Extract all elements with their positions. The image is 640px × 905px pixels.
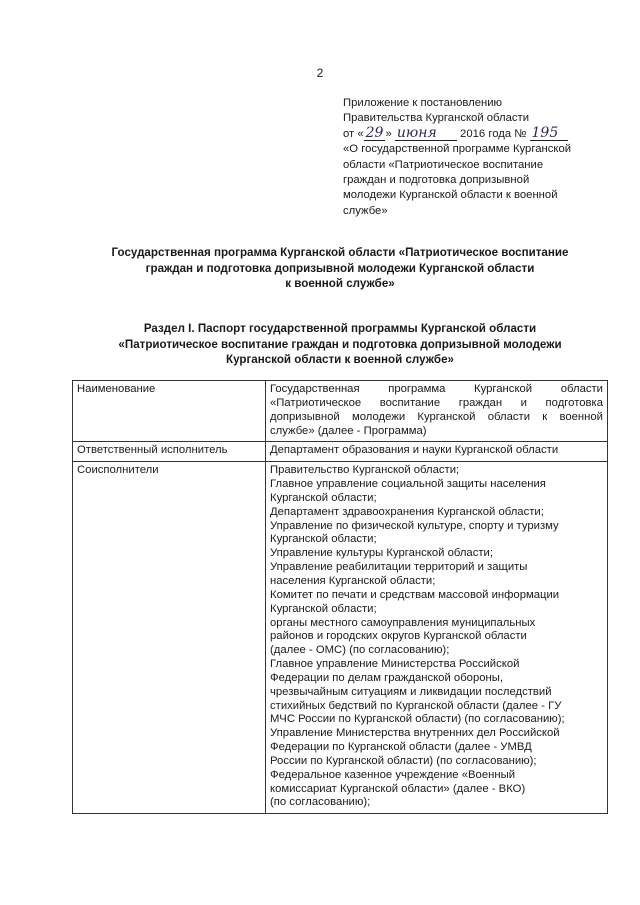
- list-item: органы местного самоуправления муниципальных: [270, 616, 536, 629]
- list-item: Курганской области;: [270, 491, 377, 504]
- list-item: Главное управление социальной защиты населения: [270, 478, 546, 491]
- list-item: (по согласованию);: [270, 796, 371, 809]
- section-title-line: Раздел I. Паспорт государственной программы Курганской области: [143, 322, 537, 335]
- date-day-handwritten: 29: [365, 124, 384, 141]
- list-item: Курганской области;: [270, 602, 377, 615]
- date-mid: »: [385, 127, 392, 140]
- title-line: к военной службе»: [285, 277, 395, 290]
- date-prefix: от «: [343, 127, 364, 140]
- co-executors-list: [266, 462, 608, 814]
- list-item: Управление по физической культуре, спорту и туризму: [270, 519, 559, 532]
- doc-number-handwritten: 195: [530, 127, 568, 141]
- table-row: [73, 381, 608, 442]
- row-label: Ответственный исполнитель: [73, 442, 266, 462]
- appendix-program-line: «О государственной программе Курганской: [343, 143, 572, 156]
- list-item: Федерации по делам гражданской обороны,: [270, 671, 504, 684]
- list-item: Главное управление Министерства Российской: [270, 658, 520, 671]
- table-row: [73, 462, 608, 814]
- program-title: [60, 245, 620, 292]
- list-item: Правительство Курганской области;: [270, 464, 460, 477]
- appendix-block: [343, 96, 613, 219]
- list-item: Федерации по Курганской области (далее - УМВД: [270, 741, 532, 754]
- appendix-program-line: службе»: [343, 204, 388, 217]
- list-item: Управление реабилитации территорий и защиты: [270, 561, 528, 574]
- list-item: (далее - ОМС) (по согласованию);: [270, 644, 450, 657]
- date-year: 2016 года №: [460, 127, 527, 140]
- list-item: России по Курганской области) (по согласованию);: [270, 754, 537, 767]
- appendix-date-line: [343, 124, 613, 142]
- section-title-line: «Патриотическое воспитание граждан и подготовка допризывной молодежи: [118, 337, 562, 351]
- section-title: [60, 321, 620, 368]
- title-line: граждан и подготовка допризывной молодежи Курганской области: [145, 261, 535, 275]
- row-label: Наименование: [73, 381, 266, 442]
- list-item: стихийных бедствий по Курганской области (далее - ГУ: [270, 699, 562, 712]
- row-value: Государственная программа Курганской области «Патриотическое воспитание граждан и подготовка допризывной молодежи Курганской области к военной службе» (далее - Программа): [266, 381, 608, 442]
- list-item: Курганской области;: [270, 533, 377, 546]
- list-item: Комитет по печати и средствам массовой информации: [270, 588, 560, 601]
- row-label: Соисполнители: [73, 462, 266, 814]
- passport-table: [72, 380, 608, 814]
- appendix-program-line: области «Патриотическое воспитание: [343, 158, 544, 171]
- list-item: комиссариат Курганской области» (далее - ВКО): [270, 782, 526, 795]
- date-month-handwritten: июня: [395, 127, 457, 141]
- table-row: [73, 442, 608, 462]
- appendix-line: Приложение к постановлению: [343, 97, 503, 109]
- list-item: Управление культуры Курганской области;: [270, 547, 493, 560]
- list-item: МЧС России по Курганской области) (по согласованию);: [270, 713, 565, 726]
- title-line: Государственная программа Курганской области «Патриотическое воспитание: [111, 246, 569, 259]
- list-item: Управление Министерства внутренних дел Российской: [270, 727, 560, 740]
- list-item: населения Курганской области;: [270, 574, 436, 587]
- list-item: Департамент здравоохранения Курганской области;: [270, 505, 544, 518]
- row-value: Департамент образования и науки Курганской области: [266, 442, 608, 462]
- list-item: чрезвычайным ситуациям и ликвидации последствий: [270, 685, 552, 698]
- appendix-program-line: граждан и подготовка допризывной: [343, 174, 530, 187]
- page-number: 2: [316, 66, 324, 80]
- appendix-line: Правительства Курганской области: [343, 112, 530, 125]
- section-title-line: Курганской области к военной службе»: [226, 353, 454, 366]
- appendix-program-line: молодежи Курганской области к военной: [343, 189, 558, 202]
- list-item: районов и городских округов Курганской области: [270, 630, 527, 643]
- list-item: Федеральное казенное учреждение «Военный: [270, 768, 516, 781]
